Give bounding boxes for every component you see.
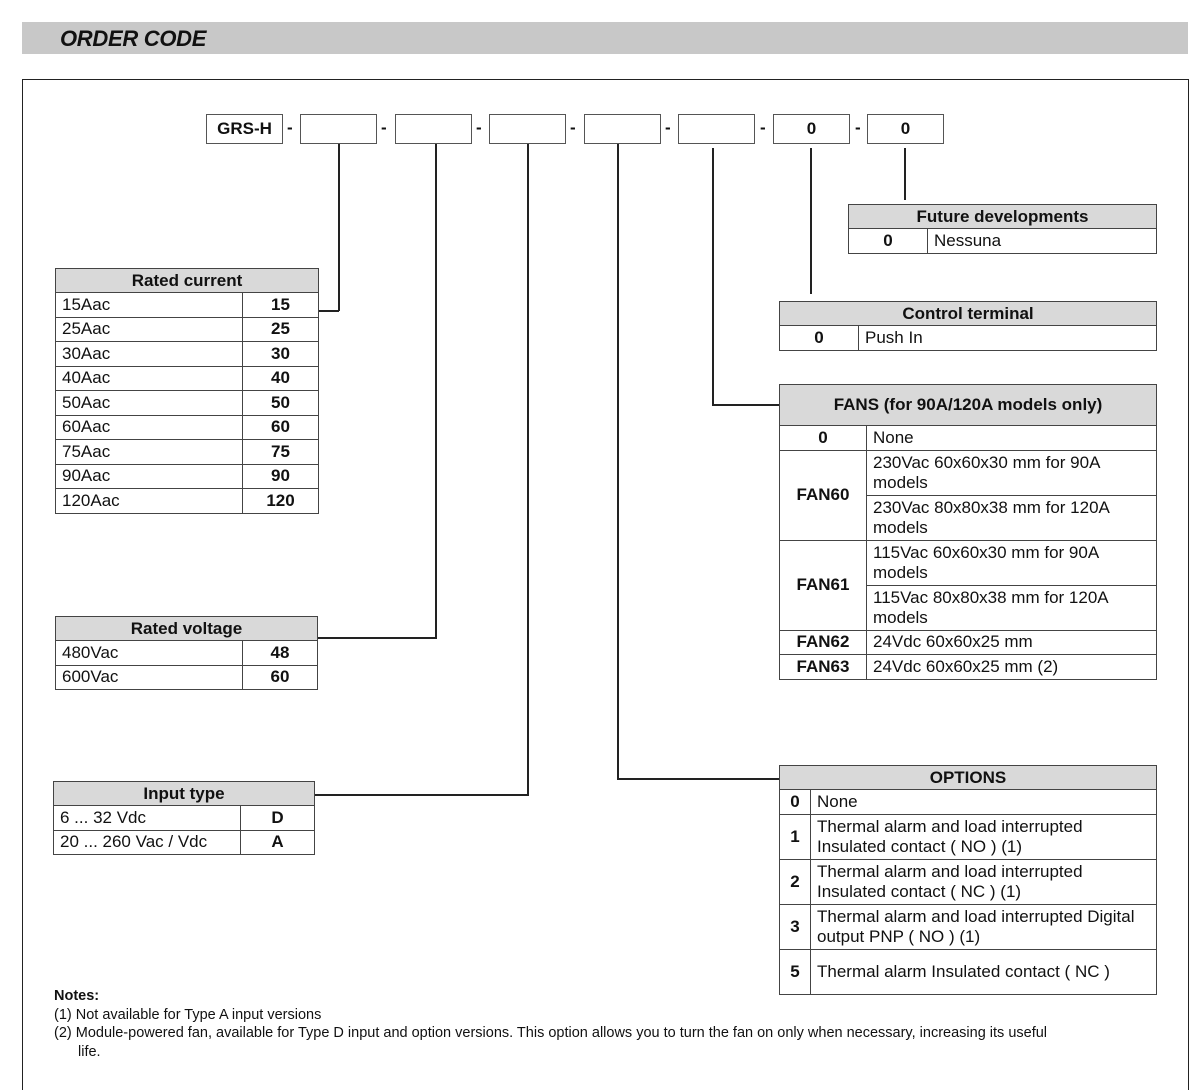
code-segment-future: 0 [867, 114, 944, 144]
table-row [849, 229, 1157, 254]
row-code: 50 [243, 391, 319, 416]
connector-line [904, 148, 906, 200]
connector-line [617, 144, 619, 779]
row-code: 120 [243, 489, 319, 514]
row-label: Thermal alarm and load interrupted Digital output PNP ( NO ) (1) [811, 904, 1157, 949]
separator: - [381, 118, 387, 137]
row-code: 0 [780, 426, 867, 451]
row-label: 120Aac [56, 489, 243, 514]
row-label: 30Aac [56, 342, 243, 367]
row-code: A [241, 830, 315, 855]
row-code: FAN60 [780, 450, 867, 540]
table-row [56, 641, 318, 666]
row-label: 600Vac [56, 665, 243, 690]
table-row [780, 540, 1157, 585]
control-terminal-table [779, 301, 1157, 351]
row-code: 0 [849, 229, 928, 254]
code-segment-prefix: GRS-H [206, 114, 283, 144]
row-code: 48 [243, 641, 318, 666]
row-label: 115Vac 80x80x38 mm for 120A models [867, 585, 1157, 630]
row-label: Push In [859, 326, 1157, 351]
table-row [780, 814, 1157, 859]
connector-line [435, 144, 437, 638]
table-row [54, 806, 315, 831]
table-title: FANS (for 90A/120A models only) [780, 385, 1157, 426]
section-header [22, 22, 1188, 54]
input-type-table [53, 781, 315, 855]
row-code: 0 [780, 790, 811, 815]
row-code: 60 [243, 665, 318, 690]
row-code: 0 [780, 326, 859, 351]
table-row [780, 859, 1157, 904]
code-segment-control-terminal: 0 [773, 114, 850, 144]
row-code: 25 [243, 317, 319, 342]
row-label: 230Vac 60x60x30 mm for 90A models [867, 450, 1157, 495]
table-row [56, 317, 319, 342]
connector-line [810, 148, 812, 294]
table-row [56, 464, 319, 489]
code-segment-fans [678, 114, 755, 144]
notes [54, 987, 1047, 1061]
row-code: FAN61 [780, 540, 867, 630]
separator: - [665, 118, 671, 137]
table-row [780, 326, 1157, 351]
table-title: Input type [54, 782, 315, 806]
row-label: 60Aac [56, 415, 243, 440]
table-row [780, 630, 1157, 655]
row-code: 15 [243, 293, 319, 318]
code-segment-rated-voltage [395, 114, 472, 144]
row-label: 24Vdc 60x60x25 mm (2) [867, 655, 1157, 680]
table-title: Rated current [56, 269, 319, 293]
code-segment-options [584, 114, 661, 144]
row-label: 230Vac 80x80x38 mm for 120A models [867, 495, 1157, 540]
table-row [780, 426, 1157, 451]
connector-line [317, 637, 437, 639]
note-item: (1) Not available for Type A input versions [54, 1006, 322, 1023]
row-label: 480Vac [56, 641, 243, 666]
row-label: 75Aac [56, 440, 243, 465]
table-row [56, 415, 319, 440]
options-table [779, 765, 1157, 995]
row-label: Thermal alarm and load interrupted Insulated contact ( NO ) (1) [811, 814, 1157, 859]
section-title: ORDER CODE [60, 26, 207, 51]
table-row [780, 655, 1157, 680]
table-title: Control terminal [780, 302, 1157, 326]
table-row [780, 790, 1157, 815]
row-code: 2 [780, 859, 811, 904]
row-code: FAN62 [780, 630, 867, 655]
rated-current-table [55, 268, 319, 514]
row-label: 115Vac 60x60x30 mm for 90A models [867, 540, 1157, 585]
note-item: life. [78, 1043, 101, 1060]
code-segment-rated-current [300, 114, 377, 144]
row-label: Nessuna [928, 229, 1157, 254]
row-code: 90 [243, 464, 319, 489]
row-label: 40Aac [56, 366, 243, 391]
row-code: D [241, 806, 315, 831]
row-label: 15Aac [56, 293, 243, 318]
row-code: 30 [243, 342, 319, 367]
connector-line [527, 144, 529, 795]
fans-table [779, 384, 1157, 680]
rated-voltage-table [55, 616, 318, 690]
notes-heading: Notes: [54, 988, 100, 1004]
table-row [56, 293, 319, 318]
separator: - [570, 118, 576, 137]
separator: - [287, 118, 293, 137]
table-title: OPTIONS [780, 766, 1157, 790]
row-label: Thermal alarm and load interrupted Insulated contact ( NC ) (1) [811, 859, 1157, 904]
separator: - [760, 118, 766, 137]
table-row [56, 391, 319, 416]
row-label: 50Aac [56, 391, 243, 416]
row-code: 40 [243, 366, 319, 391]
connector-line [617, 778, 780, 780]
table-row [56, 366, 319, 391]
code-segment-input-type [489, 114, 566, 144]
table-row [780, 450, 1157, 495]
table-title: Future developments [849, 205, 1157, 229]
row-label: None [811, 790, 1157, 815]
row-label: 90Aac [56, 464, 243, 489]
connector-line [318, 310, 339, 312]
future-developments-table [848, 204, 1157, 254]
row-code: 75 [243, 440, 319, 465]
row-label: Thermal alarm Insulated contact ( NC ) [811, 949, 1157, 994]
table-row [54, 830, 315, 855]
table-row [56, 489, 319, 514]
row-label: 20 ... 260 Vac / Vdc [54, 830, 241, 855]
connector-line [712, 404, 780, 406]
table-row [56, 665, 318, 690]
connector-line [338, 144, 340, 311]
table-title: Rated voltage [56, 617, 318, 641]
connector-line [315, 794, 529, 796]
row-label: 25Aac [56, 317, 243, 342]
row-code: FAN63 [780, 655, 867, 680]
note-item: (2) Module-powered fan, available for Type D input and option versions. This option allows you to turn the fan on only when necessary, increasing its useful [54, 1025, 1048, 1041]
table-row [56, 342, 319, 367]
row-label: 24Vdc 60x60x25 mm [867, 630, 1157, 655]
separator: - [476, 118, 482, 137]
table-row [56, 440, 319, 465]
row-label: 6 ... 32 Vdc [54, 806, 241, 831]
row-code: 60 [243, 415, 319, 440]
row-code: 5 [780, 949, 811, 994]
row-code: 1 [780, 814, 811, 859]
connector-line [712, 148, 714, 405]
row-code: 3 [780, 904, 811, 949]
separator: - [855, 118, 861, 137]
row-label: None [867, 426, 1157, 451]
table-row [780, 904, 1157, 949]
